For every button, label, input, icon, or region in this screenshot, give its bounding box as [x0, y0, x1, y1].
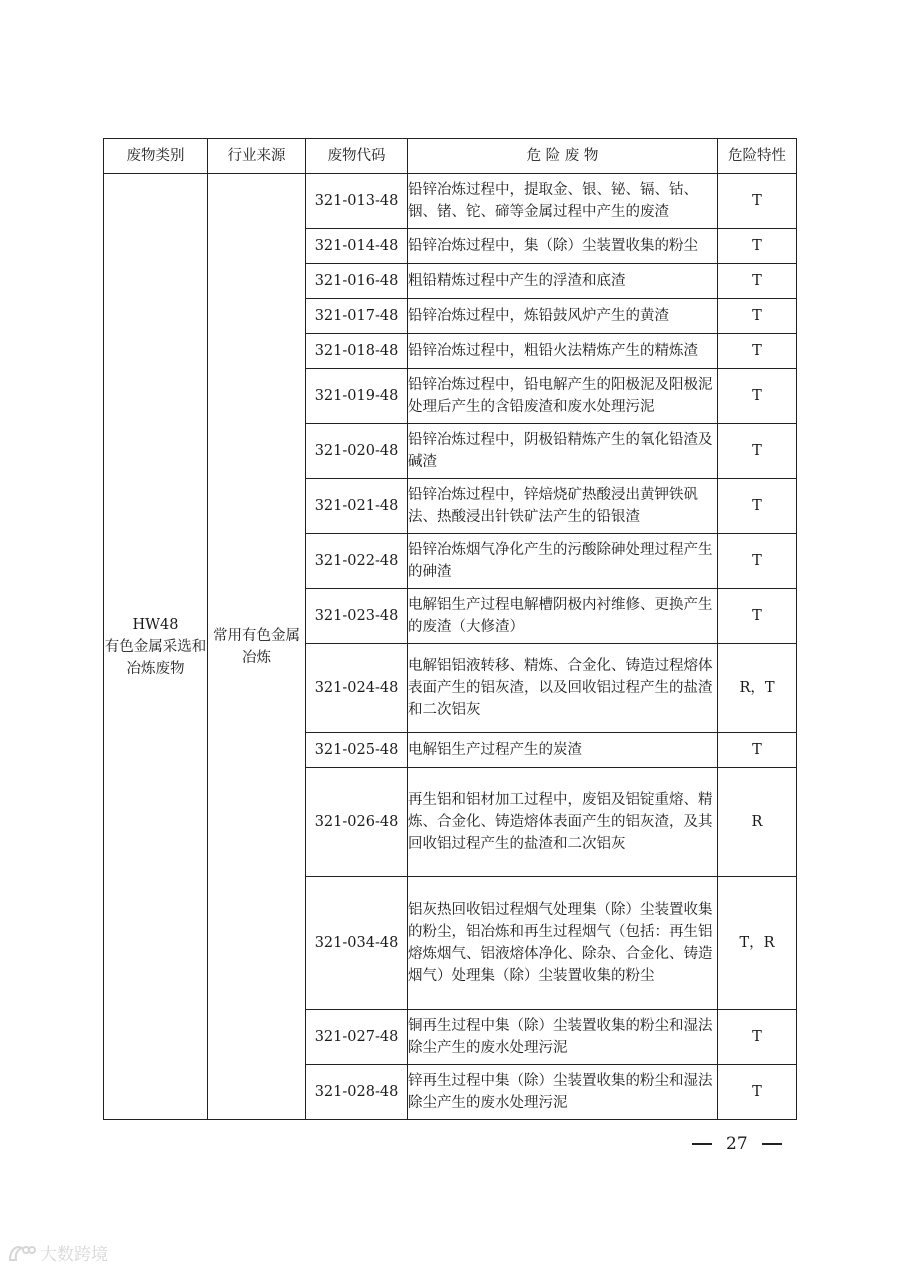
waste-code: 321-025-48 [306, 733, 408, 768]
industry-source-cell: 常用有色金属冶炼 [208, 174, 306, 1120]
hazard-characteristic: T，R [718, 877, 797, 1010]
waste-description: 铅锌冶炼过程中，铅电解产生的阳极泥及阳极泥处理后产生的含铅废渣和废水处理污泥 [408, 369, 718, 424]
table-row [104, 174, 797, 229]
category-name: 有色金属采选和冶炼废物 [104, 638, 207, 677]
waste-description: 电解铝生产过程产生的炭渣 [408, 733, 718, 768]
waste-description: 铅锌冶炼烟气净化产生的污酸除砷处理过程产生的砷渣 [408, 534, 718, 589]
waste-description: 铅锌冶炼过程中，锌焙烧矿热酸浸出黄钾铁矾法、热酸浸出针铁矿法产生的铅银渣 [408, 479, 718, 534]
waste-code: 321-034-48 [306, 877, 408, 1010]
waste-code: 321-020-48 [306, 424, 408, 479]
waste-code: 321-018-48 [306, 334, 408, 369]
table-header-row [104, 139, 797, 174]
header-hazardous-waste: 危 险 废 物 [408, 139, 718, 174]
waste-code: 321-021-48 [306, 479, 408, 534]
hazard-characteristic: T [718, 229, 797, 264]
hazard-characteristic: T [718, 369, 797, 424]
hazard-characteristic: T [718, 334, 797, 369]
hazard-characteristic: T [718, 1065, 797, 1120]
hazardous-waste-table [103, 138, 797, 1120]
waste-code: 321-024-48 [306, 644, 408, 733]
waste-code: 321-027-48 [306, 1010, 408, 1065]
hazard-characteristic: T [718, 1010, 797, 1065]
hazard-characteristic: T [718, 174, 797, 229]
waste-category-cell [104, 174, 208, 1120]
watermark [6, 1240, 108, 1265]
waste-code: 321-023-48 [306, 589, 408, 644]
waste-description: 铅锌冶炼过程中，粗铅火法精炼产生的精炼渣 [408, 334, 718, 369]
waste-code: 321-028-48 [306, 1065, 408, 1120]
page-footer [692, 1134, 782, 1154]
hazard-characteristic: R，T [718, 644, 797, 733]
waste-description: 铅锌冶炼过程中，阴极铅精炼产生的氧化铅渣及碱渣 [408, 424, 718, 479]
hazard-characteristic: T [718, 534, 797, 589]
waste-description: 铜再生过程中集（除）尘装置收集的粉尘和湿法除尘产生的废水处理污泥 [408, 1010, 718, 1065]
header-waste-category: 废物类别 [104, 139, 208, 174]
waste-code: 321-017-48 [306, 299, 408, 334]
waste-code: 321-016-48 [306, 264, 408, 299]
hazard-characteristic: T [718, 589, 797, 644]
waste-code: 321-014-48 [306, 229, 408, 264]
waste-description: 铅锌冶炼过程中，集（除）尘装置收集的粉尘 [408, 229, 718, 264]
page-number: 27 [726, 1134, 748, 1154]
waste-description: 铝灰热回收铝过程烟气处理集（除）尘装置收集的粉尘，铝冶炼和再生过程烟气（包括：再生铝熔炼烟气、铝液熔体净化、除杂、合金化、铸造烟气）处理集（除）尘装置收集的粉尘 [408, 877, 718, 1010]
hazard-characteristic: T [718, 733, 797, 768]
waste-code: 321-022-48 [306, 534, 408, 589]
waste-description: 粗铅精炼过程中产生的浮渣和底渣 [408, 264, 718, 299]
hazard-characteristic: R [718, 768, 797, 877]
waste-code: 321-019-48 [306, 369, 408, 424]
hazard-characteristic: T [718, 424, 797, 479]
header-waste-code: 废物代码 [306, 139, 408, 174]
brand-logo-icon [6, 1242, 36, 1264]
waste-description: 电解铝生产过程电解槽阴极内衬维修、更换产生的废渣（大修渣） [408, 589, 718, 644]
waste-description: 电解铝铝液转移、精炼、合金化、铸造过程熔体表面产生的铝灰渣，以及回收铝过程产生的盐渣和二次铝灰 [408, 644, 718, 733]
footer-dash-right [762, 1143, 782, 1145]
waste-code: 321-013-48 [306, 174, 408, 229]
footer-dash-left [692, 1143, 712, 1145]
watermark-text: 大数跨境 [40, 1245, 108, 1265]
waste-code: 321-026-48 [306, 768, 408, 877]
hazard-characteristic: T [718, 479, 797, 534]
waste-description: 铅锌冶炼过程中，炼铅鼓风炉产生的黄渣 [408, 299, 718, 334]
waste-description: 再生铝和铝材加工过程中，废铝及铝锭重熔、精炼、合金化、铸造熔体表面产生的铝灰渣，及其回收铝过程产生的盐渣和二次铝灰 [408, 768, 718, 877]
header-industry-source: 行业来源 [208, 139, 306, 174]
hazard-characteristic: T [718, 299, 797, 334]
waste-description: 锌再生过程中集（除）尘装置收集的粉尘和湿法除尘产生的废水处理污泥 [408, 1065, 718, 1120]
waste-description: 铅锌冶炼过程中，提取金、银、铋、镉、钴、铟、锗、铊、碲等金属过程中产生的废渣 [408, 174, 718, 229]
header-hazard-characteristic: 危险特性 [718, 139, 797, 174]
hazard-characteristic: T [718, 264, 797, 299]
category-code: HW48 [132, 616, 179, 633]
